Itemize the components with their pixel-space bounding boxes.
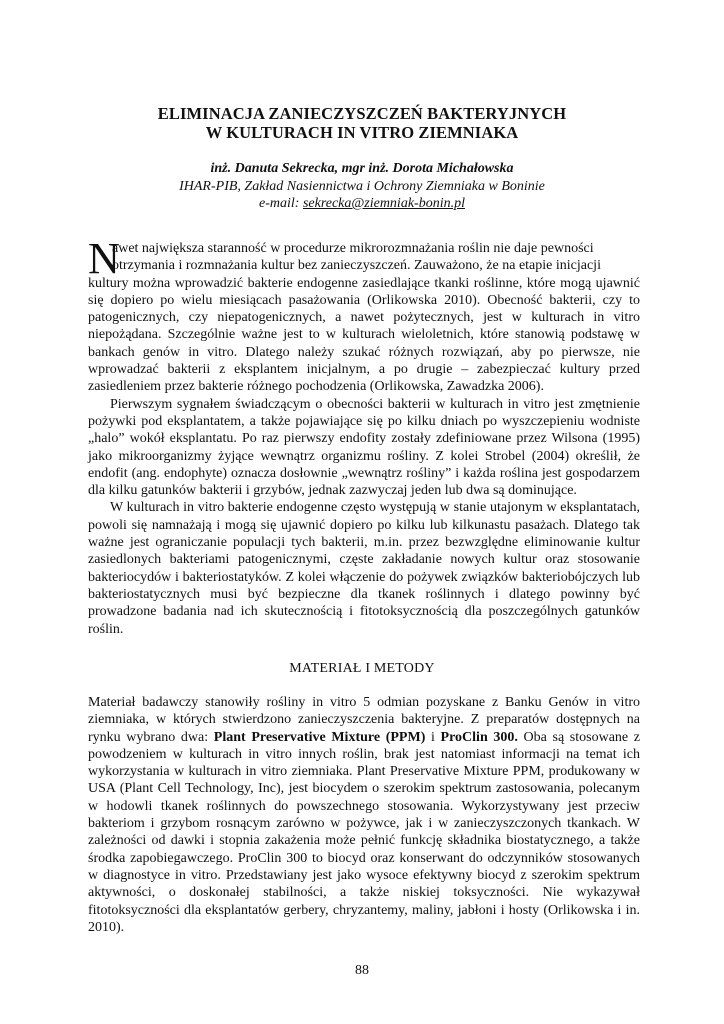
methods-text-c: Oba są stosowane z powodzeniem w kulturach in vitro innych roślin, brak jest natomiast informacji na temat ich wykorzystania w kulturach in vitro ziemniaka. Plant Preservative Mixture PPM, produkowany w USA (Plant Cell Technology, Inc), jest biocydem o szerokim spektrum zastosowania, polecanym w hodowli tkanek roślinnych do powszechnego stosowania. Wykorzystywany jest przeciw bakteriom i grzybom rosnącym zarówno w pożywce, jak i w zanieczyszczonych tkankach. W zależności od dawki i stopnia zakażenia może pełnić funkcję składnika biostatycznego, a także środka zapobiegawczego. ProClin 300 to biocyd oraz konserwant do odczynników stosowanych w diagnostyce in vitro. Przedstawiany jest jako wysoce efektywny biocyd z szerokim spektrum aktywności, o doskonałej stabilności, a także niskiej toksyczności. Nie wykazywał fitotoksyczności dla eksplantatów gerbery, chryzantemy, maliny, jabłoni i hosty (Orlikowska i in. 2010). [88, 729, 640, 935]
intro-paragraph-3: W kulturach in vitro bakterie endogenne często występują w stanie utajonym w eksplantatach, powoli się namnażają i mogą się ujawnić dopiero po kilku lub kilkunastu pasażach. Dlatego tak ważne jest ograniczanie populacji tych bakterii, m.in. przez bezwzględne eliminowanie kultur zasiedlonych bakteriami patogenicznymi, częste zakładanie nowych kultur oraz stosowanie bakteriocydów i bakteriostatyków. Z kolei włączenie do pożywek związków bakteriobójczych lub bakteriostatycznych musi być bezpieczne dla tkanek roślinnych i dlatego powinny być prowadzone badania nad ich skutecznością i fitotoksycznością dla poszczególnych gatunków roślin. [88, 500, 640, 637]
author-names: inż. Danuta Sekrecka, mgr inż. Dorota Michałowska [210, 161, 514, 176]
methods-text-b: i [425, 729, 441, 745]
article-title-line-1: ELIMINACJA ZANIECZYSZCZEŃ BAKTERYJNYCH [157, 104, 567, 123]
keyword-proclin: ProClin 300. [440, 729, 518, 745]
author-block [0, 160, 724, 213]
email-prefix: e-mail: [259, 196, 303, 211]
intro-section [88, 234, 640, 638]
intro-p1-line-1: awet największa staranność w procedurze mikrorozmnażania roślin nie daje pewności [112, 241, 594, 256]
article-title [0, 104, 724, 142]
intro-p1-rest: kultury można wprowadzić bakterie endogenne zasiedlające tkanki roślinne, które mogą ujawnić się dopiero po wielu miesiącach pasażowania (Orlikowska 2010). Obecność bakterii, czy to patogenicznych, czy niepatogenicznych, a nawet pożytecznych, jest w kulturach in vitro niepożądana. Szczególnie ważne jest to w kulturach wieloletnich, które stanowią podstawę w bankach genów in vitro. Dlatego należy szukać różnych rozwiązań, aby po pierwsze, nie wprowadzać bakterii z eksplantem inicjalnym, a po drugie – zabezpieczać kultury przed zasiedleniem przez bakterie różnego pochodzenia (Orlikowska, Zawadzka 2006). [88, 275, 640, 395]
methods-text-a: Materiał badawczy stanowiły rośliny in vitro 5 odmian pozyskane z Banku Genów in vitro ziemniaka, w których stwierdzono zanieczyszczenia bakteryjne. Z preparatów dostępnych na rynku wybrano dwa: [88, 695, 640, 745]
keyword-ppm: Plant Preservative Mixture (PPM) [213, 729, 426, 745]
methods-paragraph [88, 694, 640, 936]
author-email-line [0, 195, 724, 213]
intro-p1-line-2: otrzymania i rozmnażania kultur bez zanieczyszczeń. Zauważono, że na etapie inicjacji [112, 258, 601, 274]
methods-section [88, 694, 640, 936]
section-heading-methods: MATERIAŁ I METODY [289, 661, 435, 676]
intro-paragraph-1 [88, 234, 640, 396]
email-link[interactable]: sekrecka@ziemniak-bonin.pl [302, 196, 465, 211]
article-title-line-2: W KULTURACH IN VITRO ZIEMNIAKA [205, 123, 519, 142]
intro-paragraph-2: Pierwszym sygnałem świadczącym o obecności bakterii w kulturach in vitro jest zmętnienie pożywki pod eksplantatem, a także pojawiające się po kilku dniach po wyszczepieniu wodniste „halo” wokół eksplantatu. Po raz pierwszy endofity zostały zdefiniowane przez Wilsona (1995) jako mikroorganizmy żyjące wewnątrz organizmu rośliny. Z kolei Strobel (2004) określił, że endofit (ang. endophyte) oznacza dosłownie „wewnątrz rośliny” i każda roślina jest gospodarzem dla kilku gatunków bakterii i grzybów, jednak zazwyczaj jeden lub dwa są dominujące. [88, 396, 640, 499]
author-affiliation: IHAR-PIB, Zakład Nasiennictwa i Ochrony Ziemniaka w Boninie [179, 178, 545, 194]
page-number: 88 [355, 963, 369, 978]
drop-cap: N [88, 234, 120, 283]
